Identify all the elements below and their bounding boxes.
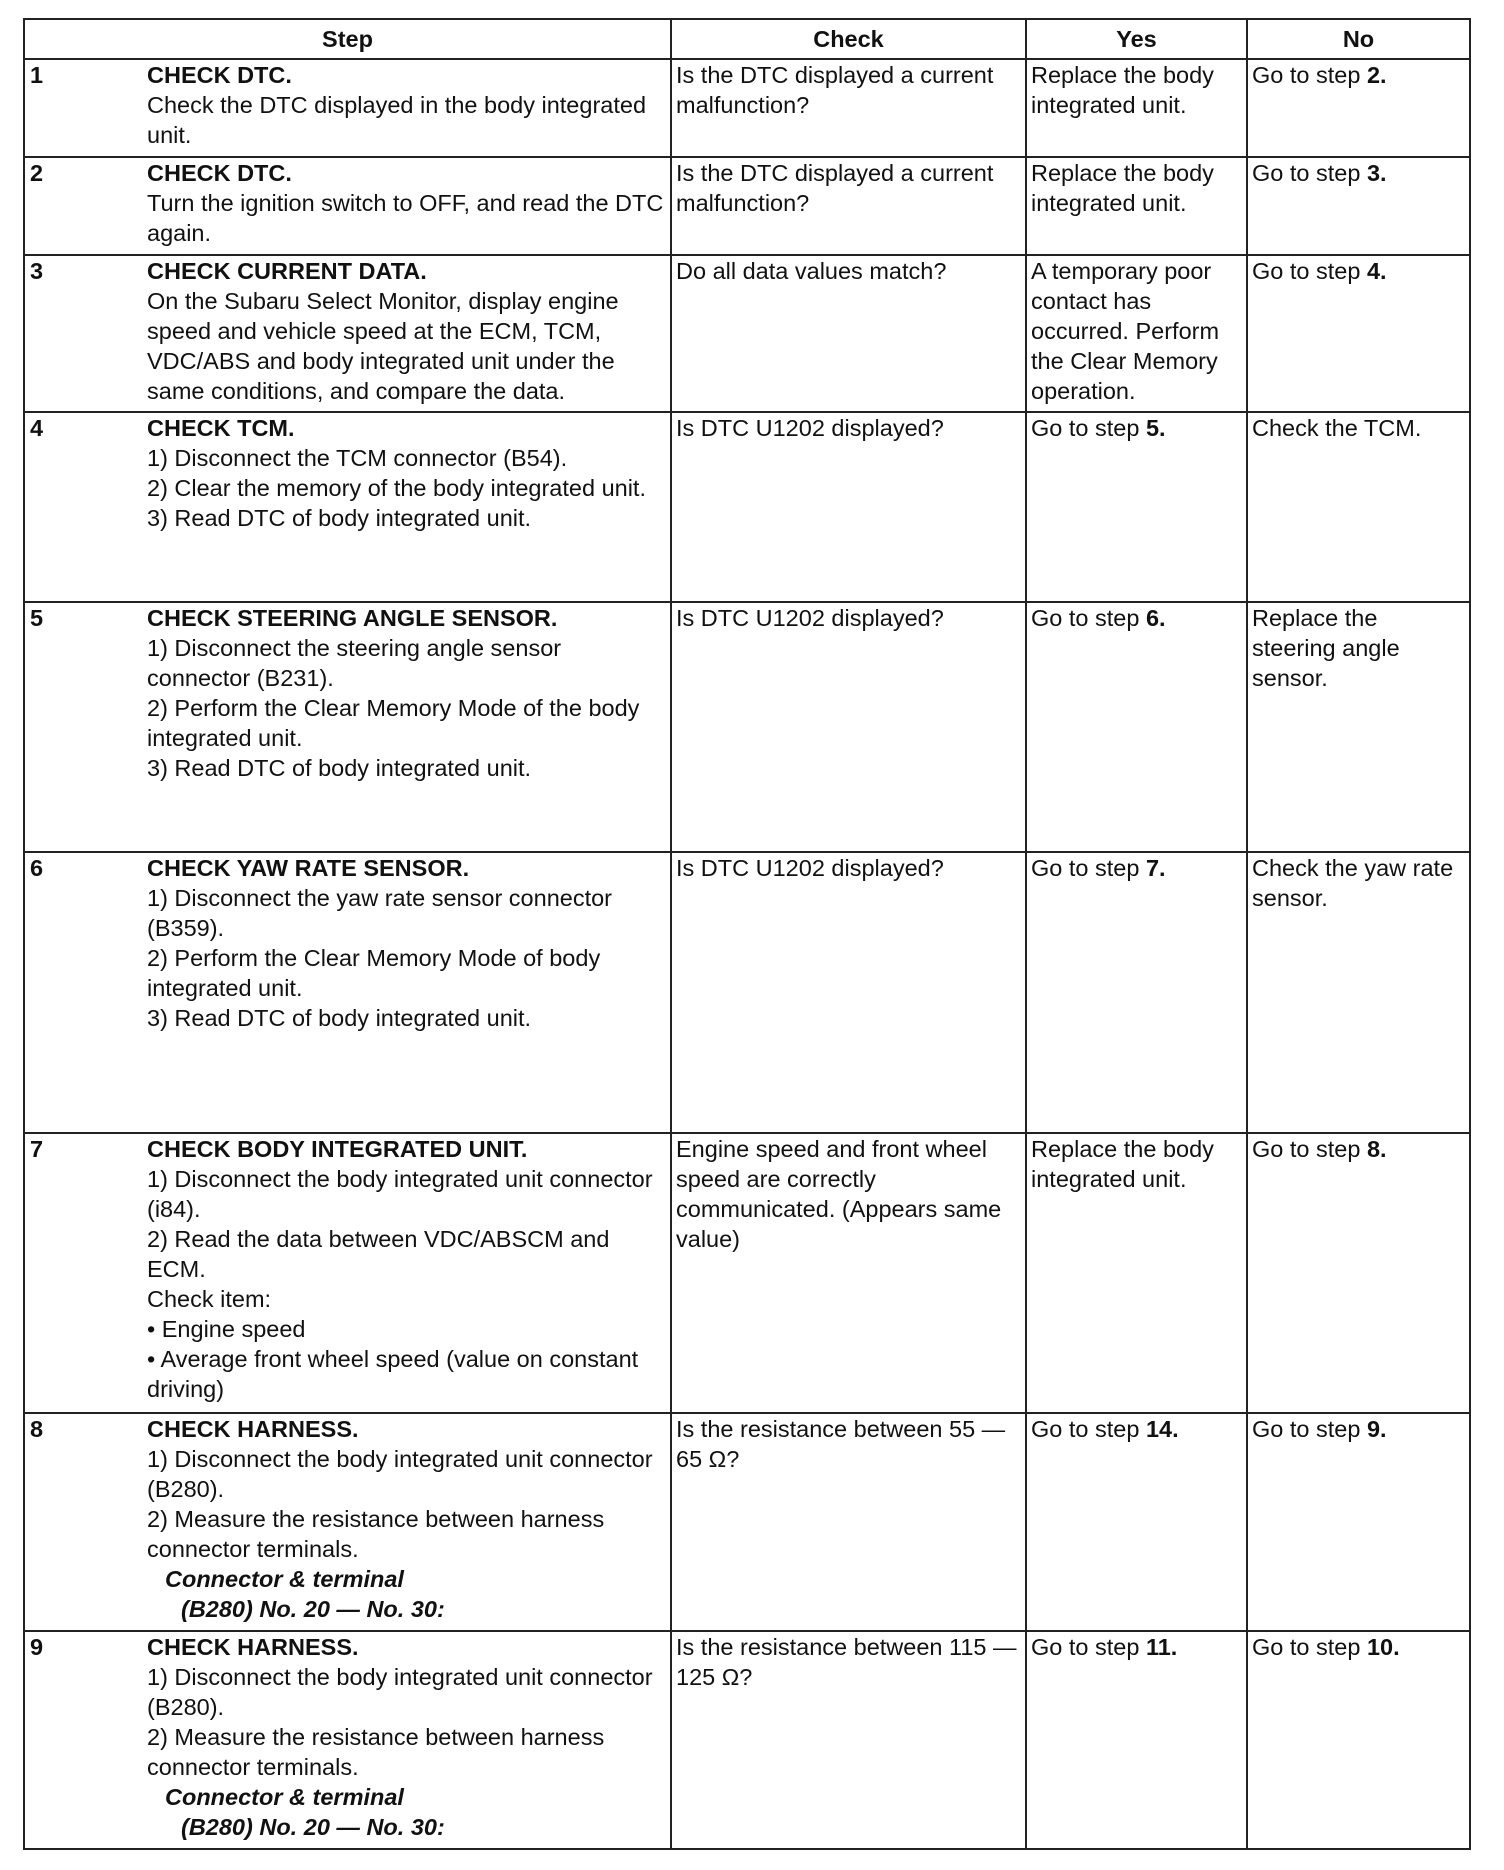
step-instruction: 1) Disconnect the body integrated unit connector (i84). [147, 1166, 653, 1222]
yes-text: Replace the body integrated unit. [1031, 160, 1214, 216]
table-row [24, 59, 1470, 157]
table-row [24, 412, 1470, 602]
yes-text: Go to step [1031, 855, 1146, 881]
step-title: CHECK CURRENT DATA. [147, 258, 427, 284]
no-step-ref: 9. [1366, 1416, 1387, 1442]
no-text: Go to step [1252, 160, 1367, 186]
step-cell [147, 602, 671, 852]
step-instruction: 2) Measure the resistance between harness connector terminals. [147, 1724, 605, 1780]
table-row [24, 1133, 1470, 1413]
yes-cell [1026, 157, 1247, 255]
yes-step-ref: 11. [1145, 1634, 1178, 1660]
step-number: 6 [24, 852, 147, 1133]
step-cell [147, 59, 671, 157]
step-instruction: 1) Disconnect the steering angle sensor connector (B231). [147, 635, 562, 691]
step-instruction: 2) Measure the resistance between harness connector terminals. [147, 1506, 605, 1562]
step-instruction: 1) Disconnect the TCM connector (B54). [147, 445, 568, 471]
step-cell [147, 412, 671, 602]
yes-text: Go to step [1031, 1416, 1146, 1442]
yes-cell [1026, 602, 1247, 852]
no-text: Go to step [1252, 258, 1367, 284]
header-no: No [1247, 19, 1470, 59]
table-row [24, 602, 1470, 852]
yes-text: Replace the body integrated unit. [1031, 62, 1214, 118]
yes-cell [1026, 1631, 1247, 1849]
yes-text: Replace the body integrated unit. [1031, 1136, 1214, 1192]
yes-cell [1026, 1133, 1247, 1413]
yes-text: Go to step [1031, 605, 1146, 631]
check-cell: Is the DTC displayed a current malfunction? [671, 59, 1026, 157]
step-instruction: 1) Disconnect the body integrated unit connector (B280). [147, 1446, 653, 1502]
step-instruction: 2) Perform the Clear Memory Mode of body integrated unit. [147, 945, 601, 1001]
no-cell [1247, 59, 1470, 157]
no-step-ref: 3. [1366, 160, 1387, 186]
step-number: 7 [24, 1133, 147, 1413]
header-check: Check [671, 19, 1026, 59]
table-body [24, 59, 1470, 1849]
connector-terminal-label: Connector & terminal [165, 1784, 404, 1810]
table-row [24, 1413, 1470, 1631]
step-instruction: 2) Read the data between VDC/ABSCM and ECM. [147, 1226, 610, 1282]
step-title: CHECK YAW RATE SENSOR. [147, 855, 470, 881]
yes-text: Go to step [1031, 415, 1146, 441]
yes-cell [1026, 852, 1247, 1133]
yes-cell [1026, 412, 1247, 602]
yes-step-ref: 7. [1145, 855, 1166, 881]
no-cell [1247, 157, 1470, 255]
yes-text: A temporary poor contact has occurred. Perform the Clear Memory operation. [1031, 258, 1220, 404]
step-title: CHECK BODY INTEGRATED UNIT. [147, 1136, 528, 1162]
connector-terminal-value: (B280) No. 20 — No. 30: [181, 1814, 445, 1840]
step-number: 3 [24, 255, 147, 412]
step-title: CHECK TCM. [147, 415, 295, 441]
step-title: CHECK STEERING ANGLE SENSOR. [147, 605, 558, 631]
no-step-ref: 4. [1366, 258, 1387, 284]
step-cell [147, 255, 671, 412]
step-cell [147, 852, 671, 1133]
step-cell [147, 1413, 671, 1631]
step-instruction: 3) Read DTC of body integrated unit. [147, 505, 532, 531]
table-header-row [24, 19, 1470, 59]
step-number: 9 [24, 1631, 147, 1849]
step-number: 2 [24, 157, 147, 255]
no-text: Go to step [1252, 1136, 1367, 1162]
no-text: Check the yaw rate sensor. [1252, 855, 1454, 911]
yes-step-ref: 6. [1145, 605, 1166, 631]
step-cell [147, 1631, 671, 1849]
step-instruction: 3) Read DTC of body integrated unit. [147, 755, 532, 781]
no-cell [1247, 1133, 1470, 1413]
no-step-ref: 2. [1366, 62, 1387, 88]
step-title: CHECK HARNESS. [147, 1416, 359, 1442]
yes-text: Go to step [1031, 1634, 1146, 1660]
table-row [24, 255, 1470, 412]
check-cell: Is DTC U1202 displayed? [671, 602, 1026, 852]
no-cell [1247, 1413, 1470, 1631]
step-title: CHECK DTC. [147, 62, 292, 88]
no-step-ref: 8. [1366, 1136, 1387, 1162]
no-text: Go to step [1252, 62, 1367, 88]
no-cell [1247, 412, 1470, 602]
header-yes: Yes [1026, 19, 1247, 59]
table-row [24, 1631, 1470, 1849]
step-instruction: Check the DTC displayed in the body integrated unit. [147, 92, 647, 148]
check-cell: Is DTC U1202 displayed? [671, 852, 1026, 1133]
step-instruction: Check item: [147, 1286, 272, 1312]
yes-step-ref: 14. [1145, 1416, 1179, 1442]
step-instruction: 2) Clear the memory of the body integrated unit. [147, 475, 646, 501]
step-instruction: Turn the ignition switch to OFF, and read the DTC again. [147, 190, 664, 246]
no-cell [1247, 852, 1470, 1133]
connector-terminal-value: (B280) No. 20 — No. 30: [181, 1596, 445, 1622]
connector-terminal-label: Connector & terminal [165, 1566, 404, 1592]
no-cell [1247, 602, 1470, 852]
diagnostic-procedure-table [23, 18, 1471, 1850]
step-number: 5 [24, 602, 147, 852]
no-text: Replace the steering angle sensor. [1252, 605, 1400, 691]
yes-cell [1026, 59, 1247, 157]
step-instruction: 3) Read DTC of body integrated unit. [147, 1005, 532, 1031]
yes-cell [1026, 1413, 1247, 1631]
no-text: Go to step [1252, 1416, 1367, 1442]
step-number: 4 [24, 412, 147, 602]
no-cell [1247, 1631, 1470, 1849]
check-cell: Is DTC U1202 displayed? [671, 412, 1026, 602]
check-cell: Is the DTC displayed a current malfunction? [671, 157, 1026, 255]
step-number: 8 [24, 1413, 147, 1631]
step-title: CHECK HARNESS. [147, 1634, 359, 1660]
no-cell [1247, 255, 1470, 412]
step-instruction: 2) Perform the Clear Memory Mode of the body integrated unit. [147, 695, 640, 751]
step-cell [147, 157, 671, 255]
yes-cell [1026, 255, 1247, 412]
table-row [24, 157, 1470, 255]
no-text: Check the TCM. [1252, 415, 1422, 441]
no-text: Go to step [1252, 1634, 1367, 1660]
step-number: 1 [24, 59, 147, 157]
step-title: CHECK DTC. [147, 160, 292, 186]
header-step: Step [24, 19, 671, 59]
step-cell [147, 1133, 671, 1413]
step-instruction: 1) Disconnect the yaw rate sensor connector (B359). [147, 885, 613, 941]
table-row [24, 852, 1470, 1133]
step-instruction: On the Subaru Select Monitor, display engine speed and vehicle speed at the ECM, TCM, VDC/ABS and body integrated unit under the same conditions, and compare the data. [147, 288, 619, 404]
check-cell: Do all data values match? [671, 255, 1026, 412]
step-instruction: • Engine speed [147, 1316, 306, 1342]
no-step-ref: 10. [1366, 1634, 1400, 1660]
step-instruction: 1) Disconnect the body integrated unit connector (B280). [147, 1664, 653, 1720]
check-cell: Engine speed and front wheel speed are correctly communicated. (Appears same value) [671, 1133, 1026, 1413]
check-cell: Is the resistance between 115 — 125 Ω? [671, 1631, 1026, 1849]
check-cell: Is the resistance between 55 — 65 Ω? [671, 1413, 1026, 1631]
step-instruction: • Average front wheel speed (value on constant driving) [147, 1346, 639, 1402]
yes-step-ref: 5. [1145, 415, 1166, 441]
